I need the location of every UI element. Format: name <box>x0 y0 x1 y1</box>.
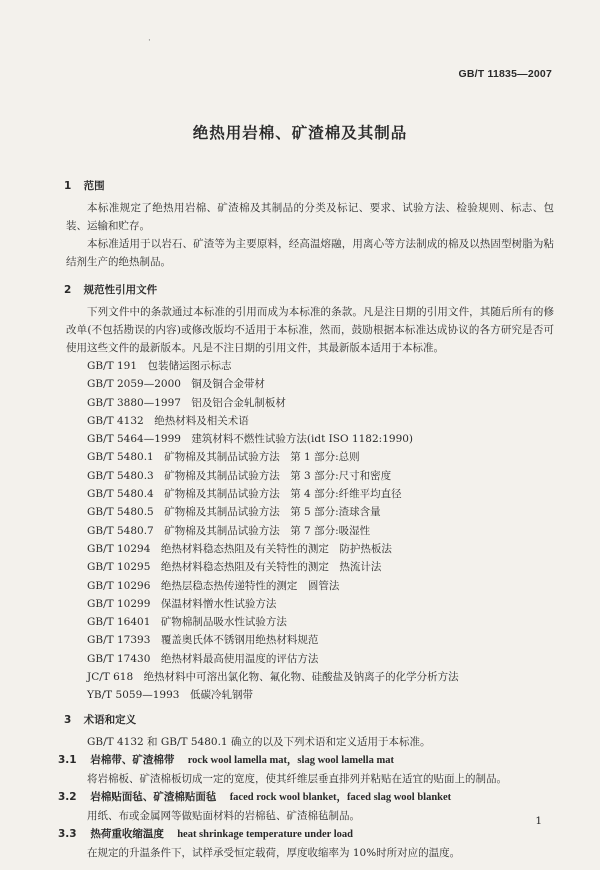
section-heading-scope <box>64 177 554 195</box>
term-heading <box>58 825 554 844</box>
reference-item: GB/T 5480.3 矿物棉及其制品试验方法 第 3 部分:尺寸和密度 <box>87 469 392 482</box>
reference-item: GB/T 10295 绝热材料稳态热阻及有关特性的测定 热流计法 <box>87 561 382 574</box>
scope-paragraph: 本标准适用于以岩石、矿渣等为主要原料，经高温熔融，用离心等方法制成的棉及以热固型树脂为粘结剂生产的绝热制品。 <box>66 238 554 268</box>
reference-item: YB/T 5059—1993 低碳冷轧钢带 <box>87 689 253 702</box>
document-title: 绝热用岩棉、矿渣棉及其制品 <box>192 124 408 142</box>
reference-item: GB/T 10296 绝热层稳态热传递特性的测定 圆管法 <box>87 579 340 592</box>
reference-item: GB/T 10294 绝热材料稳态热阻及有关特性的测定 防护热板法 <box>87 542 392 555</box>
section-title: 范围 <box>83 180 105 192</box>
section-heading-normative-references <box>64 281 554 299</box>
term-number: 3.1 <box>58 753 77 766</box>
section-title: 规范性引用文件 <box>83 284 158 296</box>
reference-item: GB/T 5464—1999 建筑材料不燃性试验方法(idt ISO 1182:1990) <box>87 433 414 446</box>
reference-item: GB/T 16401 矿物棉制品吸水性试验方法 <box>87 616 287 629</box>
terms-intro: GB/T 4132 和 GB/T 5480.1 确立的以及下列术语和定义适用于本标准。 <box>87 735 431 748</box>
section-heading-terms <box>64 711 554 729</box>
reference-item: JC/T 618 绝热材料中可溶出氯化物、氟化物、硅酸盐及钠离子的化学分析方法 <box>87 671 459 684</box>
term-english: heat shrinkage temperature under load <box>177 828 353 840</box>
reference-item: GB/T 2059—2000 铜及铜合金带材 <box>87 378 265 391</box>
term-english: faced rock wool blanket，faced slag wool blanket <box>229 791 452 803</box>
reference-item: GB/T 17393 覆盖奥氏体不锈钢用绝热材料规范 <box>87 634 319 647</box>
document-body <box>58 172 554 862</box>
term-heading <box>58 751 554 770</box>
reference-item: GB/T 3880—1997 铝及铝合金轧制板材 <box>87 396 286 409</box>
section-number: 1 <box>64 180 72 192</box>
references-intro: 下列文件中的条款通过本标准的引用而成为本标准的条款。凡是注日期的引用文件，其随后所有的修改单(不包括勘误的内容)或修改版均不适用于本标准，然而，鼓励根据本标准达成协议的各方研究是否可使用这些文件的最新版本。凡是不注日期的引用文件，其最新版本适用于本标准。 <box>66 306 554 354</box>
reference-item: GB/T 10299 保温材料憎水性试验方法 <box>87 597 277 610</box>
reference-item: GB/T 5480.7 矿物棉及其制品试验方法 第 7 部分:吸湿性 <box>87 524 371 537</box>
reference-list <box>66 357 554 705</box>
term-chinese: 岩棉带、矿渣棉带 <box>90 753 175 766</box>
term-definition: 将岩棉板、矿渣棉板切成一定的宽度，使其纤维层垂直排列并粘贴在适宜的贴面上的制品。 <box>87 772 507 785</box>
term-definition: 在规定的升温条件下，试样承受恒定载荷，厚度收缩率为 10%时所对应的温度。 <box>87 846 461 859</box>
term-chinese: 岩棉贴面毡、矿渣棉贴面毡 <box>90 790 217 803</box>
reference-item: GB/T 4132 绝热材料及相关术语 <box>87 414 249 427</box>
section-number: 2 <box>64 284 72 296</box>
section-title: 术语和定义 <box>83 713 137 726</box>
reference-item: GB/T 17430 绝热材料最高使用温度的评估方法 <box>87 652 319 665</box>
term-number: 3.3 <box>58 827 77 840</box>
reference-item: GB/T 5480.4 矿物棉及其制品试验方法 第 4 部分:纤维平均直径 <box>87 488 402 501</box>
reference-item: GB/T 5480.5 矿物棉及其制品试验方法 第 5 部分:渣球含量 <box>87 506 381 519</box>
scan-speck: · <box>148 36 151 46</box>
reference-item: GB/T 5480.1 矿物棉及其制品试验方法 第 1 部分:总则 <box>87 451 360 464</box>
section-number: 3 <box>64 713 72 726</box>
term-heading <box>58 788 554 807</box>
scope-paragraph: 本标准规定了绝热用岩棉、矿渣棉及其制品的分类及标记、要求、试验方法、检验规则、标志、包装、运输和贮存。 <box>66 202 554 232</box>
term-english: rock wool lamella mat，slag wool lamella mat <box>187 754 394 766</box>
term-definition: 用纸、布或金属网等做贴面材料的岩棉毡、矿渣棉毡制品。 <box>87 809 360 822</box>
reference-item: GB/T 191 包装储运图示标志 <box>87 360 232 372</box>
term-number: 3.2 <box>58 790 77 803</box>
standard-code: GB/T 11835—2007 <box>458 68 552 80</box>
term-chinese: 热荷重收缩温度 <box>90 827 164 840</box>
page-number: 1 <box>535 815 542 827</box>
